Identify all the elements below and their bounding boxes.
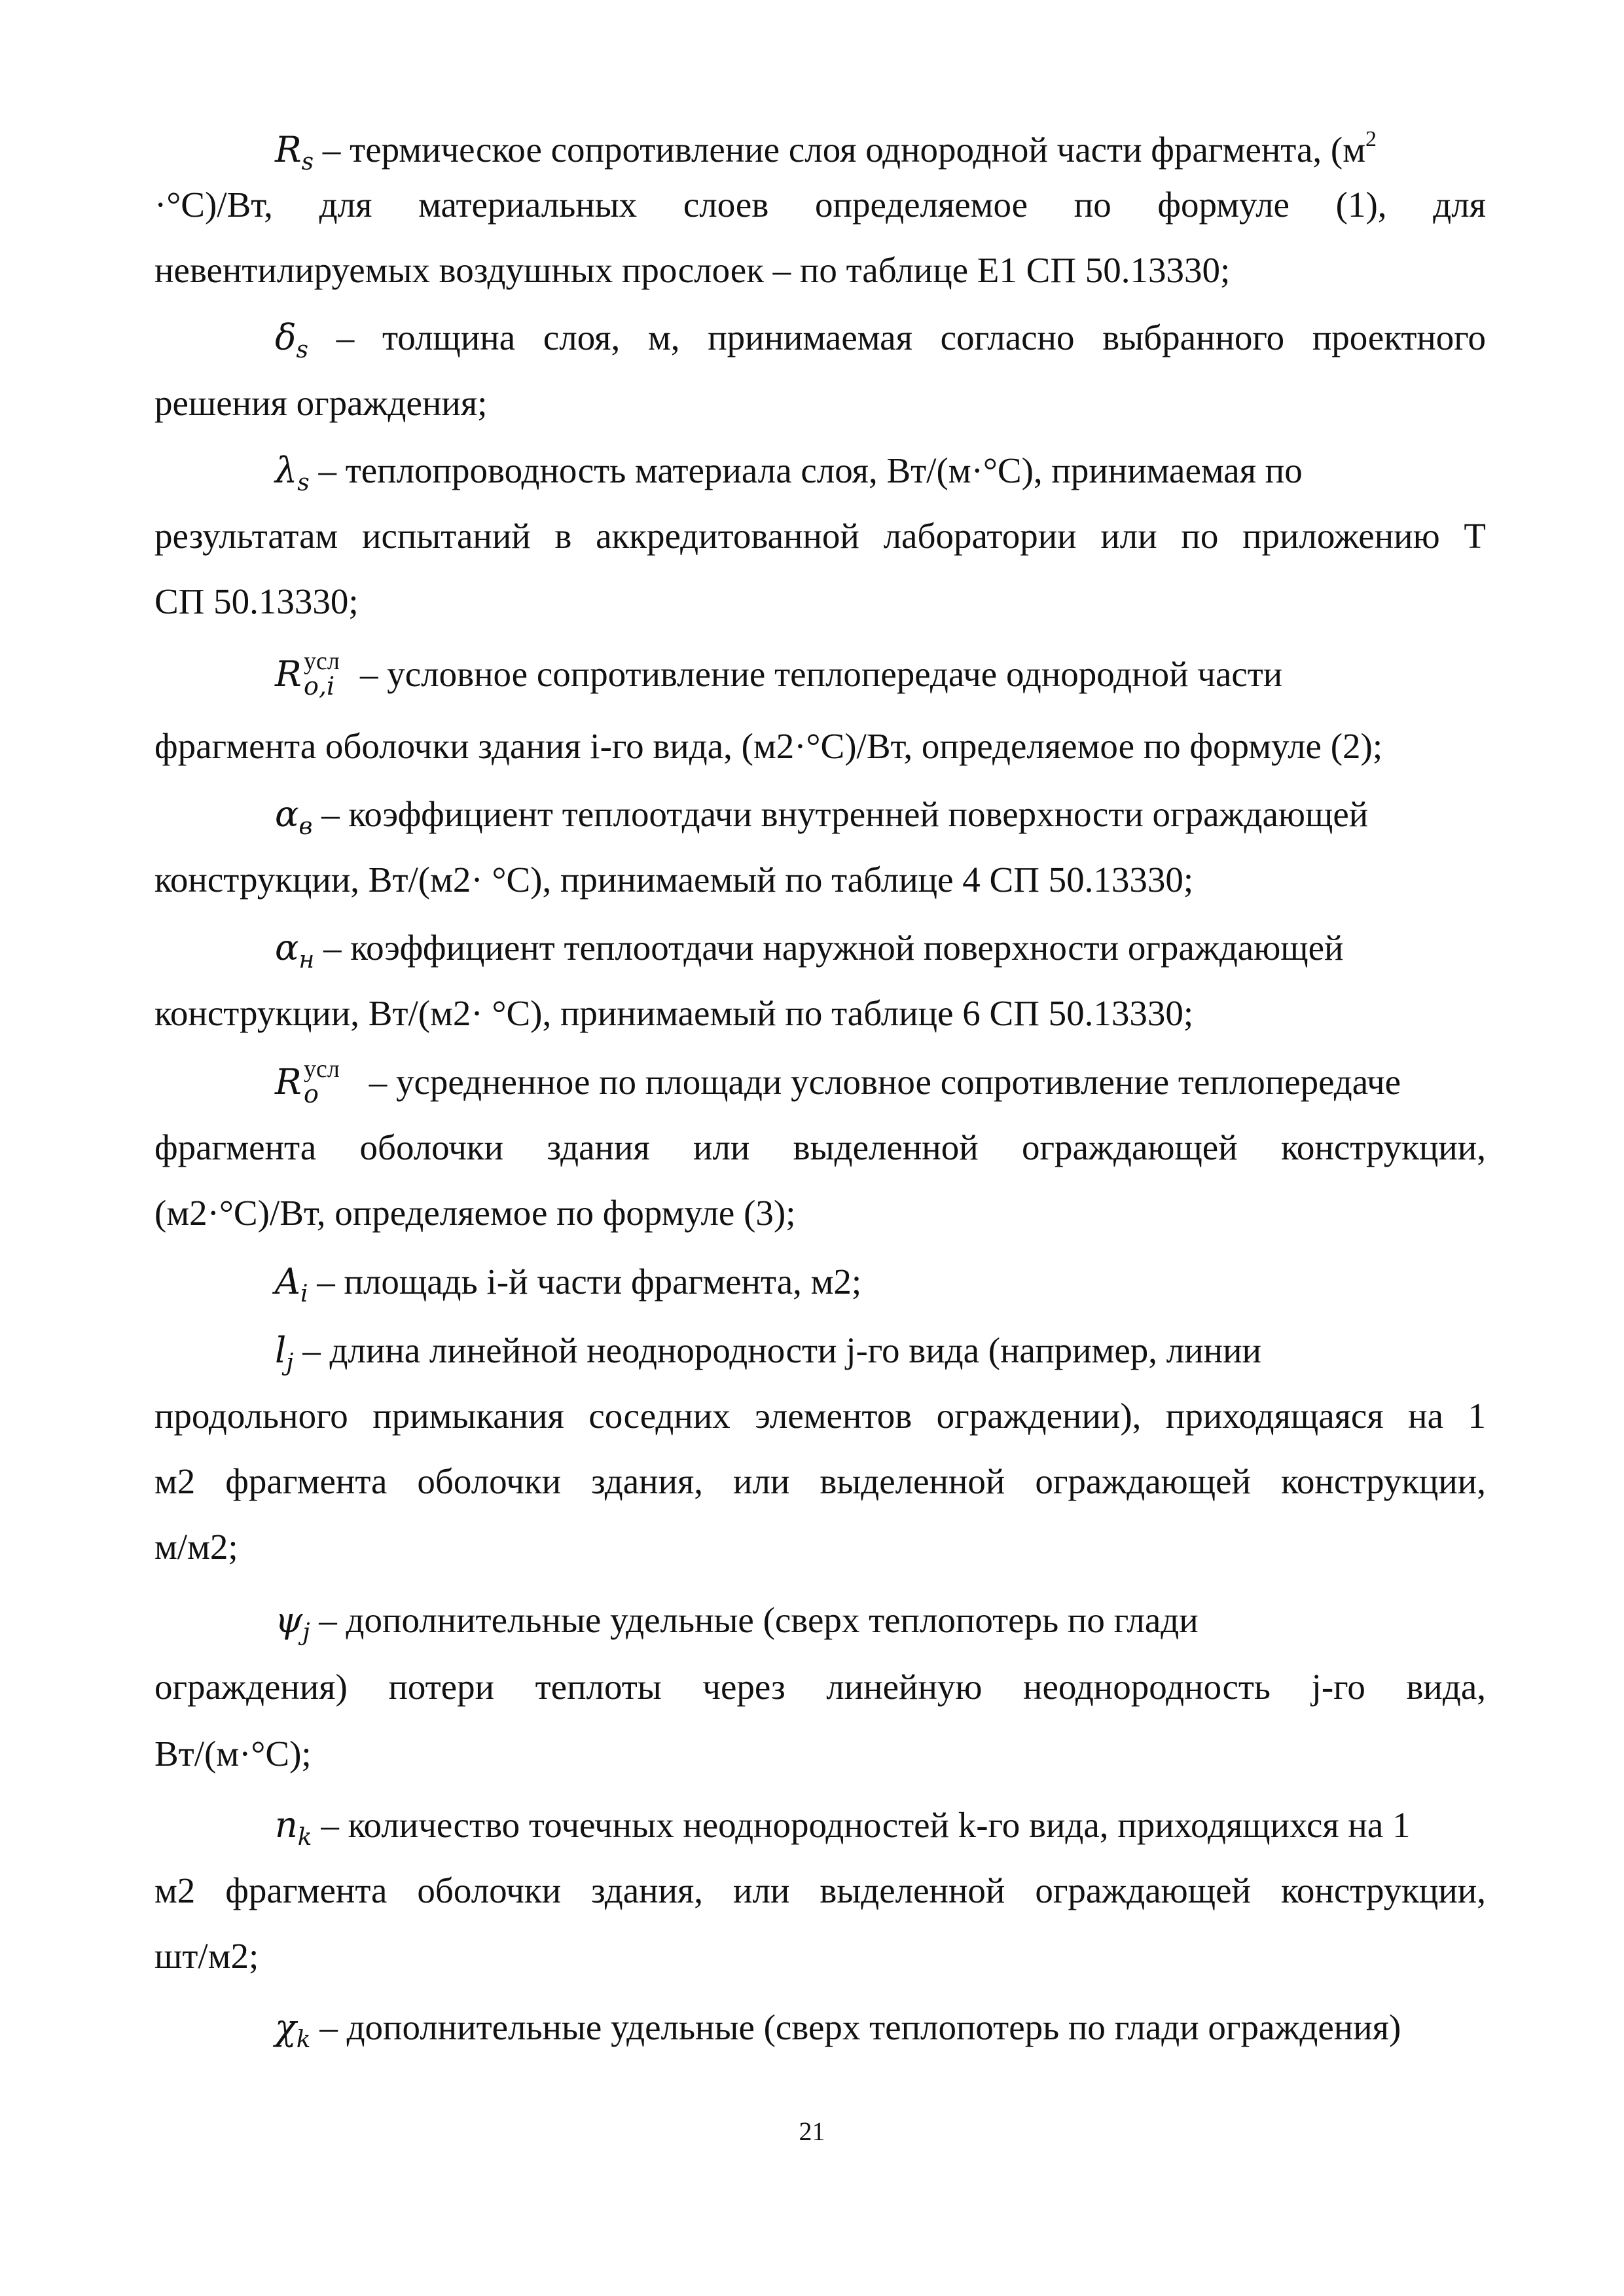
definition-line (275, 451, 1486, 503)
symbol-subscript: о (304, 1080, 319, 1108)
definition-text: – теплопроводность материала слоя, Вт/(м·°С), принимаемая по (309, 450, 1303, 490)
definition-line: СП 50.13330; (154, 581, 359, 621)
symbol-subscript: s (301, 149, 314, 175)
symbol: n (275, 1804, 298, 1846)
symbol-subscript: s (297, 469, 310, 496)
symbol-subscript: i (300, 1281, 308, 1307)
definition-text: площадь i-й части фрагмента, м2; (344, 1262, 862, 1302)
definition-line: конструкции, Вт/(м2· °С), принимаемый по таблице 4 СП 50.13330; (154, 860, 1194, 900)
definition-text: длина линейной неоднородности j-го вида (например, линии (329, 1330, 1261, 1370)
definition-line (275, 318, 1486, 370)
definition-dash: – (308, 1262, 344, 1302)
definition-line (275, 2008, 1486, 2060)
definition-line: фрагмента оболочки здания i-го вида, (м2·°С)/Вт, определяемое по формуле (2); (154, 726, 1383, 766)
definition-line: фрагмента оболочки здания или выделенной ограждающей конструкции, (154, 1127, 1486, 1167)
definition-line: м/м2; (154, 1527, 238, 1567)
symbol-superscript: усл (304, 647, 340, 675)
definition-line: невентилируемых воздушных прослоек – по таблице Е1 СП 50.13330; (154, 250, 1231, 290)
symbol-subscript: k (296, 2026, 311, 2053)
definition-text: количество точечных неоднородностей k-го вида, приходящихся на 1 (348, 1805, 1411, 1845)
symbol-subscript: о,i (304, 672, 335, 701)
definition-text: – толщина слоя, м, принимаемая согласно выбранного проектного (308, 318, 1486, 357)
symbol: χ (275, 2007, 297, 2048)
definition-line: конструкции, Вт/(м2· °С), принимаемый по таблице 6 СП 50.13330; (154, 993, 1194, 1033)
definition-dash: – (310, 1600, 346, 1640)
symbol: R (275, 653, 302, 695)
symbol-subscript: в (298, 813, 313, 840)
symbol: A (275, 1261, 300, 1302)
symbol: δ (275, 317, 297, 358)
symbol: R (275, 129, 302, 170)
symbol: α (275, 793, 299, 835)
definition-line: ограждения) потери теплоты через линейную неоднородность j-го вида, (154, 1667, 1486, 1707)
definition-line: Вт/(м·°С); (154, 1734, 312, 1774)
symbol-superscript: усл (304, 1055, 340, 1083)
symbol-subscript: j (302, 1619, 310, 1646)
definition-text: дополнительные удельные (сверх теплопотерь по глади (346, 1600, 1199, 1640)
symbol: l (275, 1330, 287, 1371)
definition-line (275, 928, 1486, 980)
definition-line: (м2·°С)/Вт, определяемое по формуле (3); (154, 1193, 796, 1233)
definition-dash: – (293, 1330, 330, 1370)
symbol-subscript: k (297, 1824, 312, 1851)
definition-text: – термическое сопротивление слоя однородной части фрагмента, (м (314, 130, 1366, 170)
definition-line (275, 1806, 1486, 1857)
symbol: α (275, 927, 299, 968)
definition-line: м2 фрагмента оболочки здания, или выделенной ограждающей конструкции, (154, 1870, 1486, 1910)
definition-text: дополнительные удельные (сверх теплопотерь по глади ограждения) (346, 2007, 1401, 2047)
definition-line (275, 647, 1486, 701)
symbol: λ (275, 450, 298, 491)
definition-line (275, 1331, 1486, 1383)
definition-text: – коэффициент теплоотдачи наружной поверхности ограждающей (314, 928, 1344, 968)
symbol-subscript: s (296, 337, 308, 363)
symbol-stack (275, 1055, 360, 1108)
symbol: ψ (275, 1599, 303, 1641)
definition-line (275, 1262, 1486, 1314)
definition-text: – усредненное по площади условное сопротивление теплопередаче (360, 1062, 1401, 1102)
symbol-subscript: н (298, 947, 315, 974)
definition-line (275, 795, 1486, 847)
definition-line (275, 120, 1486, 182)
definition-line: продольного примыкания соседних элементов ограждении), приходящаяся на 1 (154, 1396, 1486, 1436)
definition-line (275, 1055, 1486, 1108)
definition-dash: – (310, 2007, 347, 2047)
symbol: R (275, 1061, 302, 1102)
superscript: 2 (1365, 127, 1377, 151)
definition-line (275, 1601, 1486, 1652)
definition-line: решения ограждения; (154, 383, 488, 423)
definition-dash: – (312, 1805, 348, 1845)
definition-line: результатам испытаний в аккредитованной лаборатории или по приложению Т (154, 516, 1486, 556)
page-number: 21 (799, 2117, 825, 2146)
definition-line: ·°С)/Вт, для материальных слоев определяемое по формуле (1), для (154, 185, 1486, 225)
symbol-stack (275, 647, 360, 701)
definition-text: – условное сопротивление теплопередаче однородной части (360, 654, 1283, 694)
definition-text: – коэффициент теплоотдачи внутренней поверхности ограждающей (312, 794, 1369, 834)
symbol-subscript: j (286, 1349, 294, 1376)
definition-line: шт/м2; (154, 1936, 259, 1976)
definition-line: м2 фрагмента оболочки здания, или выделенной ограждающей конструкции, (154, 1461, 1486, 1501)
